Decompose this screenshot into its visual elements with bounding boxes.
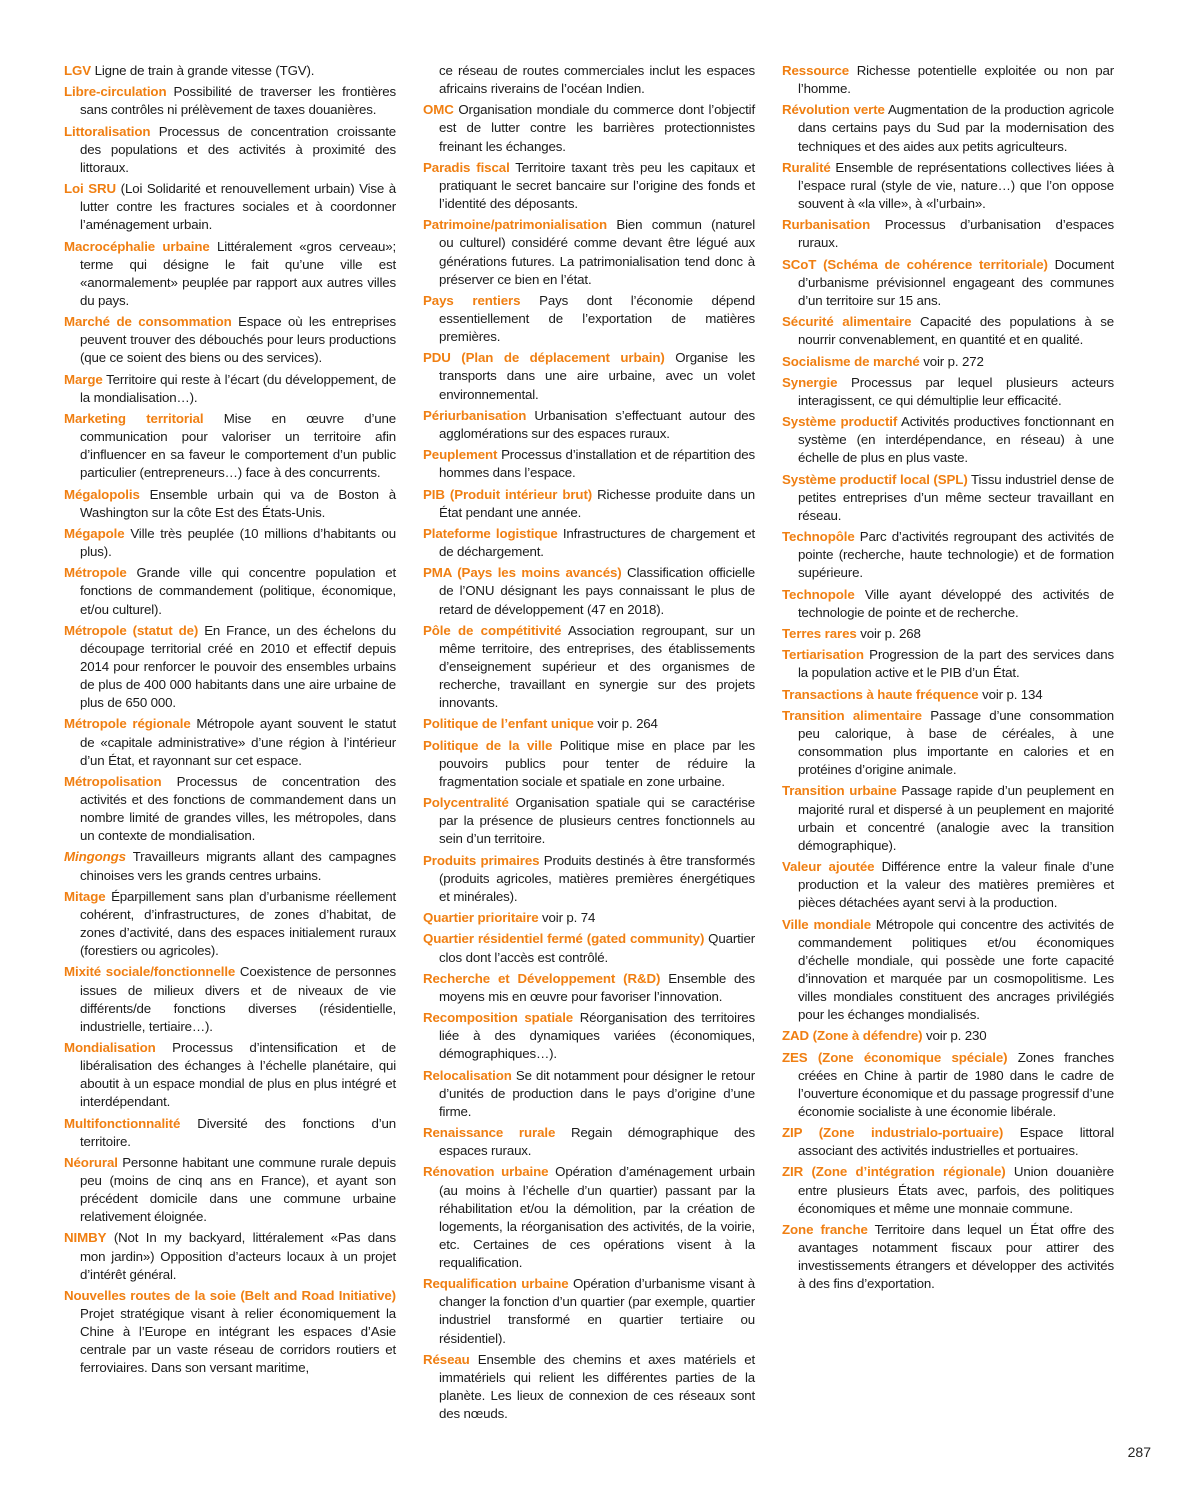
glossary-term: Terres rares: [782, 625, 857, 641]
glossary-entry: [64, 622, 396, 712]
glossary-entry: [64, 848, 396, 884]
glossary-entry: [423, 622, 755, 712]
glossary-term: NIMBY: [64, 1230, 107, 1246]
glossary-definition: Différence entre la valeur finale d’une production et la valeur des matières premières et pièces détachées ayant servi à la production.: [798, 859, 1114, 911]
glossary-term: Zone franche: [782, 1221, 868, 1237]
glossary-term: Mingongs: [64, 849, 126, 865]
glossary-definition: voir p. 268: [860, 625, 921, 641]
glossary-definition: voir p. 134: [982, 686, 1043, 702]
glossary-definition: Possibilité de traverser les frontières sans contrôles ni prélèvement de taxes douanières.: [80, 84, 396, 118]
glossary-term: Réseau: [423, 1351, 470, 1367]
glossary-entry: [423, 525, 755, 561]
glossary-term: ZIP (Zone industrialo-portuaire): [782, 1125, 1004, 1141]
glossary-definition: Pays dont l’économie dépend essentiellement de l’exportation de matières premières.: [439, 292, 755, 345]
glossary-definition: Urbanisation s’effectuant autour des agglomérations sur des espaces ruraux.: [439, 407, 755, 441]
glossary-column-1: [64, 62, 396, 1381]
glossary-term: Libre-circulation: [64, 84, 167, 100]
glossary-entry: [782, 916, 1114, 1025]
glossary-entry: [782, 1049, 1114, 1121]
glossary-definition: Processus de concentration des activités et des fonctions de commandement dans un nombre limité de grandes villes, les métropoles, dans un contexte de mondialisation.: [80, 773, 396, 844]
glossary-term: Technopôle: [782, 529, 855, 545]
glossary-entry: [782, 707, 1114, 779]
glossary-entry: [64, 963, 396, 1035]
glossary-definition: Regain démographique des espaces ruraux.: [439, 1125, 755, 1159]
glossary-entry: [423, 930, 755, 966]
glossary-entry: [423, 715, 755, 733]
glossary-term: Mitage: [64, 888, 106, 904]
glossary-entry: [64, 1039, 396, 1111]
glossary-definition: Mise en œuvre d’une communication pour valoriser un territoire afin d’influencer en sa faveur le comportement d’un public particulier (entrepreneurs…) face à des concurrents.: [80, 411, 396, 481]
glossary-definition: Ville très peuplée (10 millions d’habitants ou plus).: [80, 525, 396, 560]
glossary-definition: Territoire taxant très peu les capitaux et pratiquant le secret bancaire sur l’origine des fonds et l’identité des déposants.: [439, 159, 755, 212]
glossary-entry: [782, 374, 1114, 410]
glossary-entry: [64, 773, 396, 845]
glossary-column-2: [423, 62, 755, 1426]
glossary-term: Socialisme de marché: [782, 353, 920, 369]
glossary-definition: Ensemble de représentations collectives liées à l’espace rural (style de vie, nature…) que l’on oppose souvent à «la ville», à «l’urbain».: [798, 159, 1114, 212]
glossary-entry: [64, 313, 396, 367]
glossary-definition: Passage rapide d’un peuplement en majorité rural et dispersé à un peuplement en majorité urbain et concentré (analogie avec la transition démographique).: [798, 783, 1114, 853]
glossary-entry: [782, 782, 1114, 854]
glossary-entry: [423, 1163, 755, 1272]
glossary-term: Recomposition spatiale: [423, 1010, 574, 1026]
glossary-definition: Richesse produite dans un État pendant une année.: [439, 486, 755, 520]
glossary-entry: [782, 686, 1114, 704]
glossary-term: Macrocéphalie urbaine: [64, 238, 210, 254]
glossary-entry: [423, 564, 755, 618]
glossary-definition: Ensemble urbain qui va de Boston à Washington sur la côte Est des États-Unis.: [80, 486, 396, 520]
glossary-term: Rénovation urbaine: [423, 1164, 549, 1180]
glossary-entry: [782, 1027, 1114, 1045]
glossary-term: Produits primaires: [423, 852, 540, 868]
glossary-entry: [782, 646, 1114, 682]
glossary-entry: [782, 313, 1114, 349]
glossary-entry: [782, 471, 1114, 525]
glossary-term: Patrimoine/patrimonialisation: [423, 217, 608, 233]
glossary-definition: Coexistence de personnes issues de milieux divers et de niveaux de vie différents/de fonctions diverses (résidentielle, industrielle, tertiaire…).: [80, 964, 396, 1034]
glossary-term: Loi SRU: [64, 181, 117, 197]
glossary-entry: [64, 525, 396, 561]
glossary-definition: Processus d’intensification et de libéralisation des échanges à l’échelle planétaire, qui aboutit à un espace mondial de plus en plus intégré et interdépendant.: [80, 1039, 396, 1110]
glossary-entry: [64, 888, 396, 960]
glossary-definition: Projet stratégique visant à relier économiquement la Chine à l’Europe en intégrant les espaces d’Asie centrale par un vaste réseau de corridors routiers et ferroviaires. Dans son versant maritime,: [80, 1306, 396, 1376]
glossary-term: Transition urbaine: [782, 783, 897, 799]
glossary-term: Périurbanisation: [423, 407, 527, 423]
glossary-term: Transition alimentaire: [782, 707, 922, 723]
glossary-term: Métropole régionale: [64, 716, 191, 732]
glossary-term: Système productif: [782, 414, 898, 430]
glossary-term: Métropole (statut de): [64, 622, 199, 638]
glossary-definition: Richesse potentielle exploitée ou non par l’homme.: [798, 63, 1114, 97]
glossary-term: Révolution verte: [782, 102, 885, 118]
glossary-definition: Ensemble des chemins et axes matériels et immatériels qui relient les différentes parties de la planète. Les lieux de connexion de ces réseaux sont des nœuds.: [439, 1351, 756, 1422]
glossary-definition: Augmentation de la production agricole dans certains pays du Sud par la modernisation des techniques et des aides aux petits agriculteurs.: [798, 102, 1114, 154]
glossary-term: Mégapole: [64, 525, 125, 541]
glossary-definition: Territoire dans lequel un État offre des avantages notamment fiscaux pour attirer des investissements étrangers et développer des activités à des fins d’exportation.: [798, 1221, 1114, 1292]
glossary-entry: [782, 62, 1114, 98]
glossary-definition: Opération d’urbanisme visant à changer la fonction d’un quartier (par exemple, quartier industriel transformé en quartier tertiaire ou résidentiel).: [439, 1276, 755, 1346]
glossary-term: Renaissance rurale: [423, 1125, 556, 1141]
glossary-definition: Espace où les entreprises peuvent trouver des débouchés pour leurs productions (que ce soient des biens ou des services).: [80, 314, 397, 366]
glossary-entry: [423, 1124, 755, 1160]
glossary-definition: Classification officielle de l’ONU désignant les pays connaissant le plus de retard de développement (47 en 2018).: [439, 565, 756, 617]
glossary-term: Synergie: [782, 374, 838, 390]
glossary-entry: [423, 292, 755, 346]
glossary-column-3: [782, 62, 1114, 1297]
glossary-entry: [64, 1115, 396, 1151]
glossary-entry: [423, 1351, 755, 1423]
glossary-term: PDU (Plan de déplacement urbain): [423, 350, 665, 366]
glossary-entry: [782, 256, 1114, 310]
glossary-term: Mondialisation: [64, 1039, 156, 1055]
glossary-term: PIB (Produit intérieur brut): [423, 486, 593, 502]
glossary-entry: [423, 909, 755, 927]
glossary-entry: [64, 238, 396, 310]
glossary-entry: [782, 528, 1114, 582]
glossary-term: Technopole: [782, 586, 855, 602]
glossary-definition: Produits destinés à être transformés (produits agricoles, matières premières énergétiques et minérales).: [439, 852, 755, 904]
glossary-definition: Capacité des populations à se nourrir convenablement, en quantité et en qualité.: [798, 314, 1114, 348]
glossary-entry: [64, 1154, 396, 1226]
glossary-entry: [782, 586, 1114, 622]
glossary-term: Peuplement: [423, 447, 498, 463]
glossary-entry: [423, 852, 755, 906]
glossary-entry: [782, 159, 1114, 213]
glossary-term: ZES (Zone économique spéciale): [782, 1049, 1008, 1065]
glossary-entry: [423, 446, 755, 482]
glossary-definition: voir p. 74: [542, 910, 596, 926]
glossary-entry: [423, 1009, 755, 1063]
glossary-definition: voir p. 230: [926, 1028, 987, 1044]
glossary-page: [64, 62, 1116, 1442]
glossary-definition: Politique mise en place par les pouvoirs publics pour tenter de réduire la fragmentation sociale et spatiale en zone urbaine.: [439, 737, 755, 789]
glossary-entry: [64, 180, 396, 234]
glossary-entry: [423, 970, 755, 1006]
glossary-definition: Diversité des fonctions d’un territoire.: [80, 1115, 397, 1149]
glossary-definition: Document d’urbanisme prévisionnel engageant des communes d’un territoire sur 15 ans.: [798, 256, 1114, 308]
glossary-definition: Processus par lequel plusieurs acteurs interagissent, ce qui démultiplie leur efficacité.: [798, 374, 1114, 408]
glossary-entry: [64, 123, 396, 177]
glossary-definition: Espace littoral associant des activités industrielles et portuaires.: [798, 1125, 1115, 1159]
glossary-entry: [423, 101, 755, 155]
glossary-entry: [423, 486, 755, 522]
glossary-definition: Organisation mondiale du commerce dont l’objectif est de lutter contre les barrières protectionnistes freinant les échanges.: [439, 102, 755, 154]
glossary-term: Pays rentiers: [423, 292, 521, 308]
glossary-term: Politique de la ville: [423, 737, 553, 753]
glossary-entry: [782, 1163, 1114, 1217]
glossary-definition: Processus d’urbanisation d’espaces ruraux.: [798, 217, 1114, 251]
glossary-entry: [782, 625, 1114, 643]
glossary-definition: Infrastructures de chargement et de déchargement.: [439, 525, 755, 560]
glossary-term: Relocalisation: [423, 1067, 512, 1083]
glossary-definition: Ligne de train à grande vitesse (TGV).: [94, 63, 315, 78]
glossary-definition: Territoire qui reste à l’écart (du développement, de la mondialisation…).: [80, 371, 396, 405]
glossary-definition: Opération d’aménagement urbain (au moins à l’échelle d’un quartier) passant par la réhabilitation et/ou la démolition, par la création de logements, la réorganisation des activités, de la voirie, etc. Certaines de ces opérations visent à la requalification.: [439, 1164, 756, 1270]
glossary-definition: En France, un des échelons du découpage territorial créé en 2010 et effectif depuis 2014 pour renforcer le pouvoir des ensembles urbains de plus de 400 000 habitants dans une aire urbaine de plus de 650 000.: [80, 622, 397, 711]
glossary-term: Requalification urbaine: [423, 1276, 569, 1292]
glossary-entry: [423, 1275, 755, 1347]
glossary-term: Marge: [64, 371, 103, 387]
glossary-term: Littoralisation: [64, 123, 151, 139]
glossary-term: Ressource: [782, 63, 850, 78]
glossary-term: Mixité sociale/fonctionnelle: [64, 964, 236, 980]
glossary-definition: ce réseau de routes commerciales inclut les espaces africains riverains de l’océan Indien.: [439, 63, 755, 97]
glossary-term: Système productif local (SPL): [782, 471, 968, 487]
glossary-entry: [64, 486, 396, 522]
glossary-term: OMC: [423, 102, 454, 118]
glossary-entry: [64, 410, 396, 482]
glossary-definition: Processus d’installation et de répartition des hommes dans l’espace.: [439, 447, 755, 481]
glossary-entry: [423, 407, 755, 443]
glossary-term: Nouvelles routes de la soie (Belt and Road Initiative): [64, 1287, 396, 1303]
glossary-definition: Organise les transports dans une aire urbaine, avec un volet environnemental.: [439, 350, 755, 402]
glossary-definition: Littéralement «gros cerveau»; terme qui désigne le fait qu’une ville est «anormalement» peuplée par rapport aux autres villes du pays.: [80, 238, 397, 308]
glossary-definition: Travailleurs migrants allant des campagnes chinoises vers les grands centres urbains.: [80, 849, 396, 883]
glossary-term: Valeur ajoutée: [782, 859, 875, 875]
glossary-term: ZAD (Zone à défendre): [782, 1028, 923, 1044]
glossary-term: Polycentralité: [423, 795, 509, 811]
glossary-definition: Personne habitant une commune rurale depuis peu (moins de cinq ans en France), et ayant son précédent domicile dans une commune urbaine relativement éloignée.: [80, 1154, 396, 1225]
glossary-term: Paradis fiscal: [423, 159, 510, 175]
glossary-definition: Processus de concentration croissante des populations et des activités à proximité des littoraux.: [80, 123, 396, 175]
glossary-term: Mégalopolis: [64, 486, 140, 502]
glossary-entry: [782, 1221, 1114, 1293]
glossary-term: Métropole: [64, 565, 127, 581]
glossary-definition: Ville ayant développé des activités de technologie de pointe et de recherche.: [798, 586, 1114, 620]
glossary-definition: Zones franches créées en Chine à partir de 1980 dans le cadre de l’ouverture économique et du passage progressif d’une économie socialiste à une économie libérale.: [798, 1049, 1114, 1119]
glossary-entry: [423, 1067, 755, 1121]
glossary-entry: [64, 564, 396, 618]
glossary-term: PMA (Pays les moins avancés): [423, 565, 622, 581]
glossary-entry: [423, 349, 755, 403]
glossary-term: Transactions à haute fréquence: [782, 686, 979, 702]
glossary-entry: [423, 216, 755, 288]
glossary-term: SCoT (Schéma de cohérence territoriale): [782, 256, 1048, 272]
glossary-definition: Union douanière entre plusieurs États avec, parfois, des politiques économiques et même une monnaie commune.: [798, 1164, 1114, 1216]
glossary-definition: Organisation spatiale qui se caractérise par la présence de plusieurs centres fonctionnels au sein d’un territoire.: [439, 795, 756, 847]
glossary-entry: [782, 1124, 1114, 1160]
glossary-definition: Éparpillement sans plan d’urbanisme réellement cohérent, d’infrastructures, de zones d’habitat, de zones d’activité, dans des espaces initialement ruraux (forestiers ou agricoles).: [80, 888, 397, 959]
glossary-entry: [64, 1229, 396, 1283]
glossary-term: Rurbanisation: [782, 217, 871, 233]
glossary-term: Quartier prioritaire: [423, 910, 539, 926]
glossary-definition: Parc d’activités regroupant des activités de pointe (recherche, haute technologie) et de formation supérieure.: [798, 529, 1115, 581]
glossary-entry: [423, 159, 755, 213]
glossary-definition: voir p. 264: [597, 716, 658, 732]
glossary-definition: Réorganisation des territoires liée à des dynamiques variées (économiques, démographiques…).: [439, 1010, 756, 1062]
glossary-definition: Quartier clos dont l’accès est contrôlé.: [439, 931, 756, 965]
glossary-term: Sécurité alimentaire: [782, 314, 912, 330]
glossary-entry: [782, 101, 1114, 155]
glossary-term: ZIR (Zone d’intégration régionale): [782, 1164, 1006, 1180]
glossary-definition: (Not In my backyard, littéralement «Pas dans mon jardin») Opposition d’acteurs locaux à un projet d’intérêt général.: [80, 1230, 397, 1282]
glossary-entry: [64, 83, 396, 119]
glossary-definition: voir p. 272: [923, 353, 984, 369]
glossary-definition: (Loi Solidarité et renouvellement urbain) Vise à lutter contre les fractures sociales et à coordonner l’aménagement urbain.: [80, 181, 396, 233]
glossary-definition: Bien commun (naturel ou culturel) considéré comme devant être légué aux générations futures. La patrimonialisation tend donc à préserver ce bien en l’état.: [439, 217, 755, 287]
glossary-term: Tertiarisation: [782, 647, 864, 663]
glossary-term: Politique de l’enfant unique: [423, 716, 594, 732]
glossary-entry: [782, 216, 1114, 252]
glossary-term: LGV: [64, 63, 92, 78]
glossary-definition: Se dit notamment pour désigner le retour d’unités de production dans le pays d’origine d’une firme.: [439, 1067, 756, 1119]
glossary-definition: Tissu industriel dense de petites entreprises d’un même secteur travaillant en réseau.: [798, 471, 1114, 523]
glossary-term: Ville mondiale: [782, 916, 872, 932]
glossary-definition: Métropole qui concentre des activités de commandement politiques et/ou économiques d’échelle mondiale, qui possède une forte capacité d’innovation et marquée par un cosmopolitisme. Les villes mondiales constituent des ancrages privilégiés pour les échanges mondialisés.: [798, 916, 1114, 1022]
glossary-term: Recherche et Développement (R&D): [423, 970, 661, 986]
glossary-term: Marché de consommation: [64, 314, 232, 330]
glossary-entry: [423, 737, 755, 791]
glossary-entry: [64, 62, 396, 80]
glossary-entry: [782, 413, 1114, 467]
glossary-definition: Activités productives fonctionnant en système (en interdépendance, en réseau) à une échelle de plus en plus vaste.: [798, 414, 1115, 466]
glossary-entry: [423, 62, 755, 98]
glossary-entry: [423, 794, 755, 848]
glossary-entry: [782, 858, 1114, 912]
page-number: 287: [1127, 1444, 1151, 1460]
glossary-term: Pôle de compétitivité: [423, 622, 562, 638]
glossary-term: Marketing territorial: [64, 411, 204, 426]
glossary-term: Métropolisation: [64, 773, 162, 789]
glossary-term: Quartier résidentiel fermé (gated community): [423, 931, 705, 947]
glossary-term: Néorural: [64, 1154, 118, 1170]
glossary-term: Ruralité: [782, 159, 831, 175]
glossary-definition: Grande ville qui concentre population et fonctions de commandement (politique, économique, et/ou culturel).: [80, 565, 396, 617]
glossary-definition: Métropole ayant souvent le statut de «capitale administrative» d’une région à l’intérieur d’un État, et rayonnant sur cet espace.: [80, 716, 396, 768]
glossary-definition: Ensemble des moyens mis en œuvre pour favoriser l’innovation.: [439, 970, 755, 1004]
glossary-definition: Progression de la part des services dans la population active et le PIB d’un État.: [798, 647, 1114, 681]
glossary-term: Multifonctionnalité: [64, 1115, 181, 1131]
glossary-entry: [64, 1287, 396, 1377]
glossary-entry: [64, 371, 396, 407]
glossary-definition: Passage d’une consommation peu calorique, à base de céréales, à une consommation plus importante en calories et en protéines d’origine animale.: [798, 707, 1114, 778]
glossary-term: Plateforme logistique: [423, 525, 558, 541]
glossary-entry: [782, 353, 1114, 371]
glossary-definition: Association regroupant, sur un même territoire, des entreprises, des établissements d’enseignement supérieur et des organismes de recherche, travaillant en synergie sur des projets innovants.: [439, 622, 756, 711]
glossary-entry: [64, 715, 396, 769]
